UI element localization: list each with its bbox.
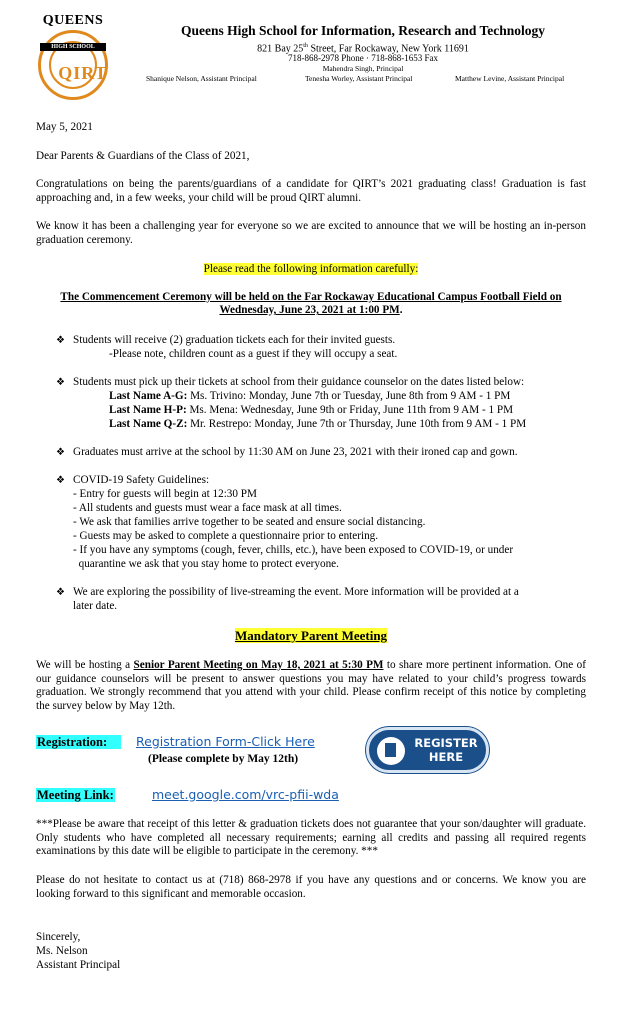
pickup-row-a-g: Last Name A-G: Ms. Trivino: Monday, June 7th or Tuesday, June 8th from 9 AM - 1 PM	[109, 390, 511, 402]
registration-label: Registration:	[36, 734, 121, 750]
ceremony-line-1: The Commencement Ceremony will be held on the Far Rockaway Educational Campus Football Field on	[60, 291, 562, 303]
bullet-tickets: Students will receive (2) graduation tickets each for their invited guests.	[73, 334, 396, 346]
school-phones: 718-868-2978 Phone · 718-868-1653 Fax	[288, 53, 438, 63]
register-here-button[interactable]	[366, 727, 489, 773]
logo-letters: QIRT	[58, 63, 108, 83]
paragraph-announcement: We know it has been a challenging year for everyone so we are excited to announce that we will be hosting an in-person graduation ceremony.	[36, 220, 586, 246]
bullet-diamond-icon: ❖	[56, 587, 65, 598]
paragraph-intro: Congratulations on being the parents/guardians of a candidate for QIRT’s 2021 graduating class! Graduation is fast approaching and, in a few weeks, your child will be proud QIRT alumni.	[36, 178, 586, 204]
logo-band-text: HIGH SCHOOL	[40, 43, 106, 51]
meeting-link-label: Meeting Link:	[37, 788, 114, 802]
bullet-diamond-icon: ❖	[56, 377, 65, 388]
covid-item: - We ask that families arrive together to be seated and ensure social distancing.	[73, 516, 426, 528]
logo-top-text: QUEENS	[42, 13, 104, 28]
covid-item: quarantine we ask that you stay home to protect everyone.	[73, 558, 339, 570]
assistant-principal-3: Matthew Levine, Assistant Principal	[455, 74, 565, 83]
school-address: 821 Bay 25th Street, Far Rockaway, New York 11691	[257, 43, 469, 55]
ceremony-line-2: Wednesday, June 23, 2021 at 1:00 PM.	[219, 304, 403, 316]
registration-form-link[interactable]: Registration Form-Click Here	[136, 734, 315, 749]
covid-item: - Entry for guests will begin at 12:30 PM	[73, 488, 257, 500]
bullet-covid: COVID-19 Safety Guidelines:	[73, 474, 210, 486]
closing: Sincerely,	[36, 931, 81, 943]
signer-name: Ms. Nelson	[36, 945, 88, 957]
signer-title: Assistant Principal	[36, 959, 121, 971]
school-crest-logo	[30, 13, 116, 113]
covid-item: - All students and guests must wear a face mask at all times.	[73, 502, 342, 514]
assistant-principal-1: Shanique Nelson, Assistant Principal	[146, 74, 257, 83]
covid-item: - Guests may be asked to complete a questionnaire prior to entering.	[73, 530, 379, 542]
pickup-row-h-p: Last Name H-P: Ms. Mena: Wednesday, June 9th or Friday, June 11th from 9 AM - 1 PM	[109, 404, 514, 416]
bullet-diamond-icon: ❖	[56, 475, 65, 486]
registration-note: (Please complete by May 12th)	[148, 753, 299, 765]
bullet-livestream-1: We are exploring the possibility of live-streaming the event. More information will be provided at a	[73, 586, 519, 598]
bullet-arrival: Graduates must arrive at the school by 11:30 AM on June 23, 2021 with their ironed cap and gown.	[73, 446, 518, 458]
covid-item: - If you have any symptoms (cough, fever, chills, etc.), have been exposed to COVID-19, or under	[73, 544, 514, 556]
principal-line: Mahendra Singh, Principal	[322, 64, 404, 73]
school-crest-icon	[38, 30, 108, 100]
bullet-tickets-note: -Please note, children count as a guest if they will occupy a seat.	[109, 348, 398, 360]
paragraph-meeting: We will be hosting a Senior Parent Meeting on May 18, 2021 at 5:30 PM to share more pertinent information. One of our guidance counselors will be present to answer questions you may have related to your child’s progress towards graduation. We strongly recommend that you attend with your child. Please confirm receipt of this notice by completing the survey below by May 12th.	[36, 659, 586, 712]
assistant-principal-2: Tenesha Worley, Assistant Principal	[305, 74, 413, 83]
bullet-diamond-icon: ❖	[56, 335, 65, 346]
paragraph-disclaimer: ***Please be aware that receipt of this letter & graduation tickets does not guarantee that your son/daughter will graduate. Only students who have completed all necessary requirements; earning all credits and passing all required regents examinations by this date will be eligible to participate in the ceremony. ***	[36, 818, 586, 857]
pickup-row-q-z: Last Name Q-Z: Mr. Restrepo: Monday, June 7th or Thursday, June 10th from 9 AM - 1 PM	[109, 418, 527, 430]
salutation: Dear Parents & Guardians of the Class of 2021,	[36, 150, 250, 162]
bullet-pickup: Students must pick up their tickets at school from their guidance counselor on the dates listed below:	[73, 376, 525, 388]
meeting-link[interactable]: meet.google.com/vrc-pfii-wda	[152, 787, 339, 802]
register-button-label: REGISTER HERE	[414, 736, 478, 764]
read-carefully-notice: Please read the following information carefully:	[203, 263, 419, 275]
bullet-livestream-2: later date.	[73, 600, 118, 612]
bullet-diamond-icon: ❖	[56, 447, 65, 458]
meeting-heading: Mandatory Parent Meeting	[234, 628, 388, 643]
letter-date: May 5, 2021	[36, 121, 93, 133]
school-name: Queens High School for Information, Research and Technology	[180, 23, 546, 38]
form-icon	[377, 737, 405, 765]
paragraph-contact: Please do not hesitate to contact us at (718) 868-2978 if you have any questions and or concerns. We know you are looking forward to this significant and memorable occasion.	[36, 874, 586, 900]
